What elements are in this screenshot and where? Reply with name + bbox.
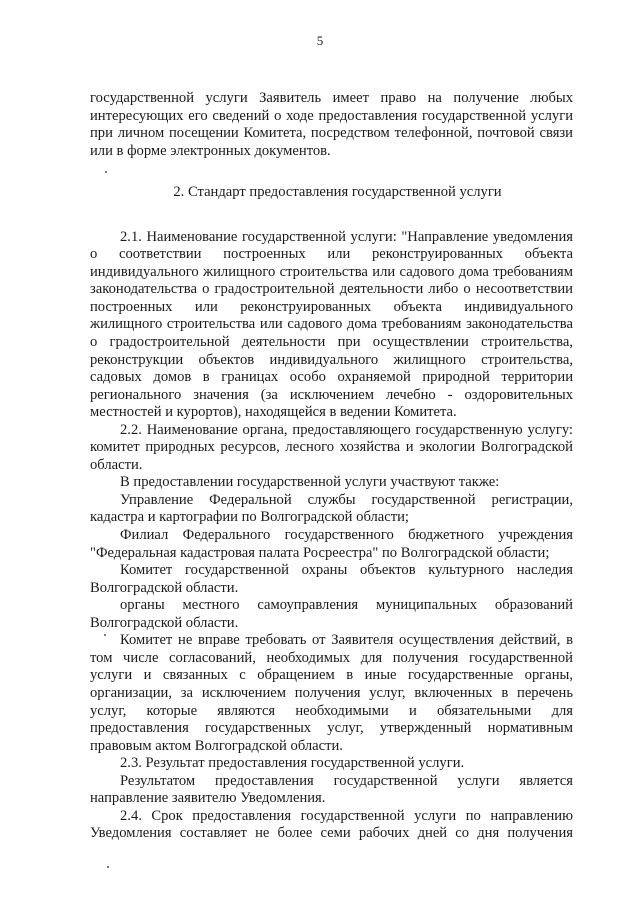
scan-speck — [107, 866, 109, 868]
paragraph-2-3-result-heading: 2.3. Результат предоставления государственной услуги. — [120, 755, 465, 772]
paragraph-participant-rosreestr: Управление Федеральной службы государственной регистрации, кадастра и картографии по Волгоградской области; — [90, 491, 573, 526]
paragraph-participant-cadastral-chamber: Филиал Федерального государственного бюджетного учреждения "Федеральная кадастровая палата Росреестра" по Волгоградской области; — [90, 527, 573, 561]
paragraph-2-4-deadline: 2.4. Срок предоставления государственной услуги по направлению Уведомления составляет не более семи рабочих дней со дня получения — [90, 807, 573, 842]
document-body — [90, 90, 573, 843]
paragraph-participant-local-authorities: органы местного самоуправления муниципальных образований Волгоградской области. — [90, 597, 573, 631]
paragraph-participants-intro: В предоставлении государственной услуги участвуют также: — [120, 474, 500, 491]
paragraph-result-description: Результатом предоставления государственной услуги является направление заявителю Уведомления. — [90, 772, 573, 807]
section-title: 2. Стандарт предоставления государственной услуги — [173, 184, 502, 201]
paragraph-2-2-authority: 2.2. Наименование органа, предоставляющего государственную услугу: комитет природных ресурсов, лесного хозяйства и экологии Волгоградской области. — [90, 421, 573, 473]
paragraph-2-1-service-name: 2.1. Наименование государственной услуги: "Направление уведомления о соответствии построенных или реконструированных объекта индивидуального жилищного строительства или садового дома требованиям законодательства о градостроительной деятельности либо о несоответствии построенных или реконструированных объекта индивидуального жилищного строительства или садового дома требованиям законодательства о градостроительной деятельности при осуществлении строительства, реконструкции объектов индивидуального жилищного строительства, садовых домов в границах особо охраняемой природной территории регионального значения (за исключением лечебно - оздоровительных местностей и курортов), находящейся в ведении Комитета. — [90, 228, 573, 421]
paragraph-participant-heritage-committee: Комитет государственной охраны объектов культурного наследия Волгоградской области. — [90, 562, 573, 596]
paragraph-continuation: государственной услуги Заявитель имеет право на получение любых интересующих его сведений о ходе предоставления государственной услуги при личном посещении Комитета, посредством телефонной, почтовой связи или в форме электронных документов. — [90, 90, 573, 159]
page-number: 5 — [316, 33, 324, 48]
scan-speck — [105, 171, 107, 173]
scan-speck — [104, 634, 106, 636]
paragraph-committee-restrictions: Комитет не вправе требовать от Заявителя осуществления действий, в том числе согласований, необходимых для получения государственной услуги и связанных с обращением в иные государственные органы, организации, за исключением получения услуг, включенных в перечень услуг, которые являются необходимыми и обязательными для предоставления государственных услуг, утвержденный нормативным правовым актом Волгоградской области. — [90, 632, 573, 754]
